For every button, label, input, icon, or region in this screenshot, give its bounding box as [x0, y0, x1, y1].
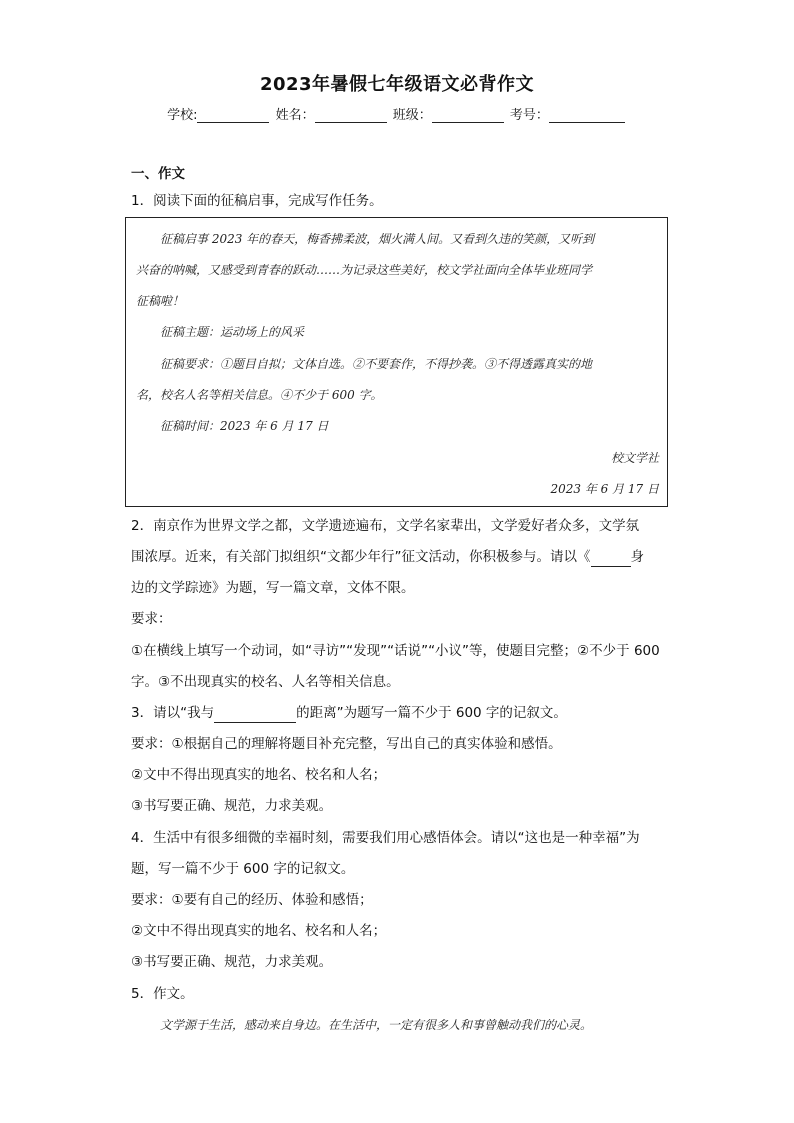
- notice-req-line2: 名，校名人名等相关信息。④不少于 600 字。: [136, 388, 383, 402]
- exam-no-blank[interactable]: [549, 108, 625, 123]
- class-label: 班级：: [392, 108, 432, 123]
- q2-requirement-1: ①在横线上填写一个动词，如“寻访”“发现”“话说”“小议”等，使题目完整；②不少于 600: [131, 643, 660, 659]
- q4-requirement-3: ③书写要正确、规范，力求美观。: [131, 954, 333, 970]
- q3-line1: [131, 703, 567, 723]
- q2-requirements-label: 要求：: [131, 611, 172, 627]
- q5-prompt-line1: 文学源于生活，感动来自身边。在生活中，一定有很多人和事曾触动我们的心灵。: [160, 1018, 593, 1032]
- q1-stem: 1．阅读下面的征稿启事，完成写作任务。: [131, 193, 383, 209]
- call-for-papers-box: [125, 217, 668, 507]
- q2-line1: 2．南京作为世界文学之都，文学遗迹遍布，文学名家辈出，文学爱好者众多，文学氛: [131, 518, 640, 534]
- q3-line1-end: 的距离”为题写一篇不少于 600 字的记叙文。: [296, 705, 567, 721]
- page-title: 2023年暑假七年级语文必背作文: [259, 74, 535, 95]
- section-heading: 一、作文: [131, 166, 185, 182]
- q2-line2-text: 围浓厚。近来，有关部门拟组织“文都少年行”征文活动，你积极参与。请以《: [131, 549, 591, 565]
- q4-requirement-1: 要求：①要有自己的经历、体验和感悟；: [131, 892, 373, 908]
- notice-req-line1: 征稿要求：①题目自拟；文体自选。②不要套作，不得抄袭。③不得透露真实的地: [160, 357, 593, 371]
- q3-title-blank[interactable]: [214, 708, 296, 723]
- q2-line2-end: 身: [630, 549, 644, 565]
- notice-time: 征稿时间：2023 年 6 月 17 日: [160, 419, 329, 433]
- q2-title-blank[interactable]: [591, 552, 631, 567]
- q3-line1-start: 3．请以“我与: [131, 705, 215, 721]
- notice-para1-line2: 兴奋的呐喊，又感受到青春的跃动……为记录这些美好，校文学社面向全体毕业班同学: [136, 263, 593, 277]
- notice-para1-line3: 征稿啦！: [136, 294, 185, 308]
- school-blank[interactable]: [197, 108, 269, 123]
- q3-requirement-3: ③书写要正确、规范，力求美观。: [131, 798, 333, 814]
- notice-para1-line1: 征稿启事 2023 年的春天，梅香拂柔波，烟火满人间。又看到久违的笑颜，又听到: [160, 232, 595, 246]
- q5-stem: 5．作文。: [131, 986, 194, 1002]
- q3-requirement-1: 要求：①根据自己的理解将题目补充完整，写出自己的真实体验和感悟。: [131, 736, 562, 752]
- q2-line2: [131, 547, 644, 567]
- notice-date: 2023 年 6 月 17 日: [550, 482, 659, 496]
- student-info-row: [0, 104, 794, 123]
- notice-theme: 征稿主题：运动场上的风采: [160, 325, 305, 339]
- school-label: 学校:: [167, 108, 198, 123]
- q2-requirement-2: 字。③不出现真实的校名、人名等相关信息。: [131, 674, 400, 690]
- q3-requirement-2: ②文中不得出现真实的地名、校名和人名；: [131, 767, 387, 783]
- q4-line2: 题，写一篇不少于 600 字的记叙文。: [131, 861, 355, 877]
- exam-no-label: 考号：: [509, 108, 549, 123]
- class-blank[interactable]: [432, 108, 504, 123]
- name-label: 姓名：: [275, 108, 315, 123]
- name-blank[interactable]: [315, 108, 387, 123]
- q4-requirement-2: ②文中不得出现真实的地名、校名和人名；: [131, 923, 387, 939]
- notice-signature: 校文学社: [610, 451, 659, 465]
- q2-line3: 边的文学踪迹》为题，写一篇文章，文体不限。: [131, 580, 415, 596]
- q4-line1: 4．生活中有很多细微的幸福时刻，需要我们用心感悟体会。请以“这也是一种幸福”为: [131, 830, 640, 846]
